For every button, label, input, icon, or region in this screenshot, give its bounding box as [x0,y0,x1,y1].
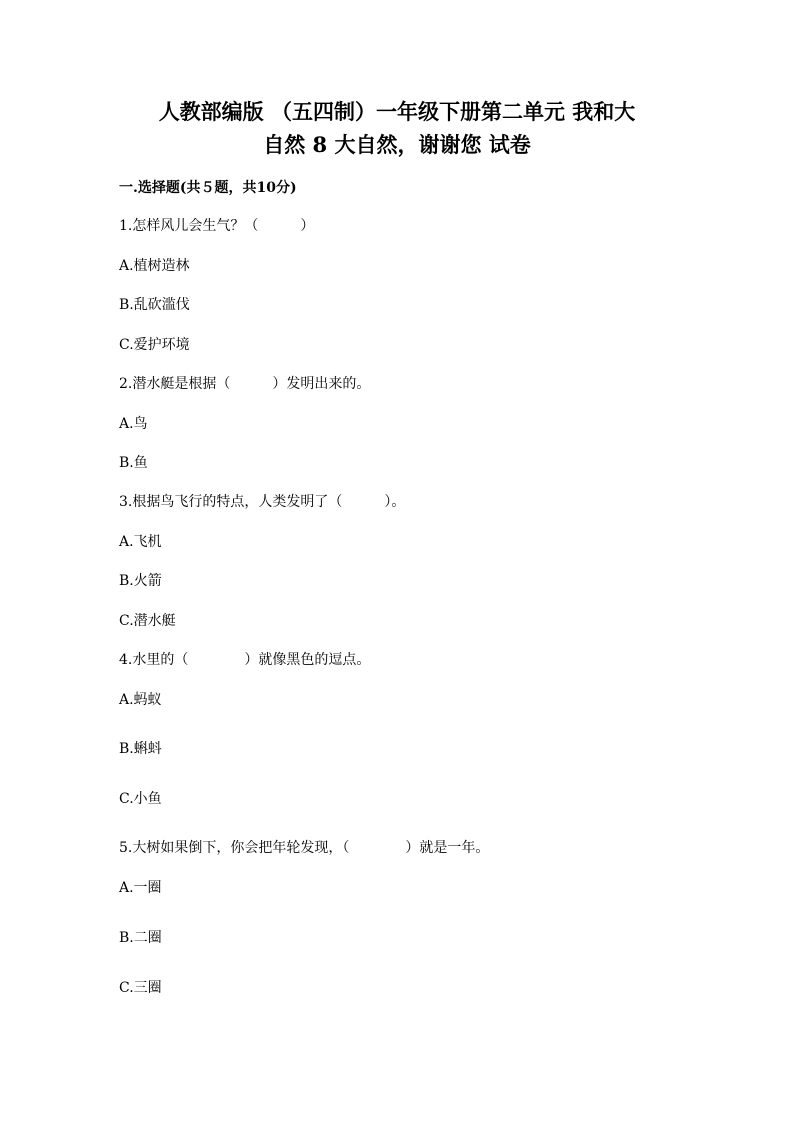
question-5-option-a: A.一圈 [119,880,162,896]
question-1-stem: 1.怎样风儿会生气？（ ） [119,218,315,234]
question-4-option-a: A.蚂蚁 [119,692,162,708]
question-3-option-a: A.飞机 [119,534,162,550]
question-2-stem: 2.潜水艇是根据（ ）发明出来的。 [119,376,371,392]
question-3-stem: 3.根据鸟飞行的特点，人类发明了（ ）。 [119,494,406,510]
question-3-option-c: C.潜水艇 [119,613,176,629]
question-4-stem: 4.水里的（ ）就像黑色的逗点。 [119,652,371,668]
question-3-option-b: B.火箭 [119,573,162,589]
question-5-stem: 5.大树如果倒下，你会把年轮发现，（ ）就是一年。 [119,840,490,856]
question-4-option-c: C.小鱼 [119,791,162,807]
question-1-option-b: B.乱砍滥伐 [119,297,190,313]
question-5-option-b: B.二圈 [119,930,162,946]
question-1-option-c: C.爱护环境 [119,337,190,353]
question-2-option-b: B.鱼 [119,455,148,471]
question-1-option-a: A.植树造林 [119,258,190,274]
section-heading: 一.选择题(共５题，共10分) [119,180,297,196]
page-title-line-1: 人教部编版 （五四制）一年级下册第二单元 我和大 [158,99,636,124]
page-title-line-2: 自然 8 大自然，谢谢您 试卷 [263,132,531,157]
question-2-option-a: A.鸟 [119,416,148,432]
question-4-option-b: B.蝌蚪 [119,741,162,757]
question-5-option-c: C.三圈 [119,980,162,996]
